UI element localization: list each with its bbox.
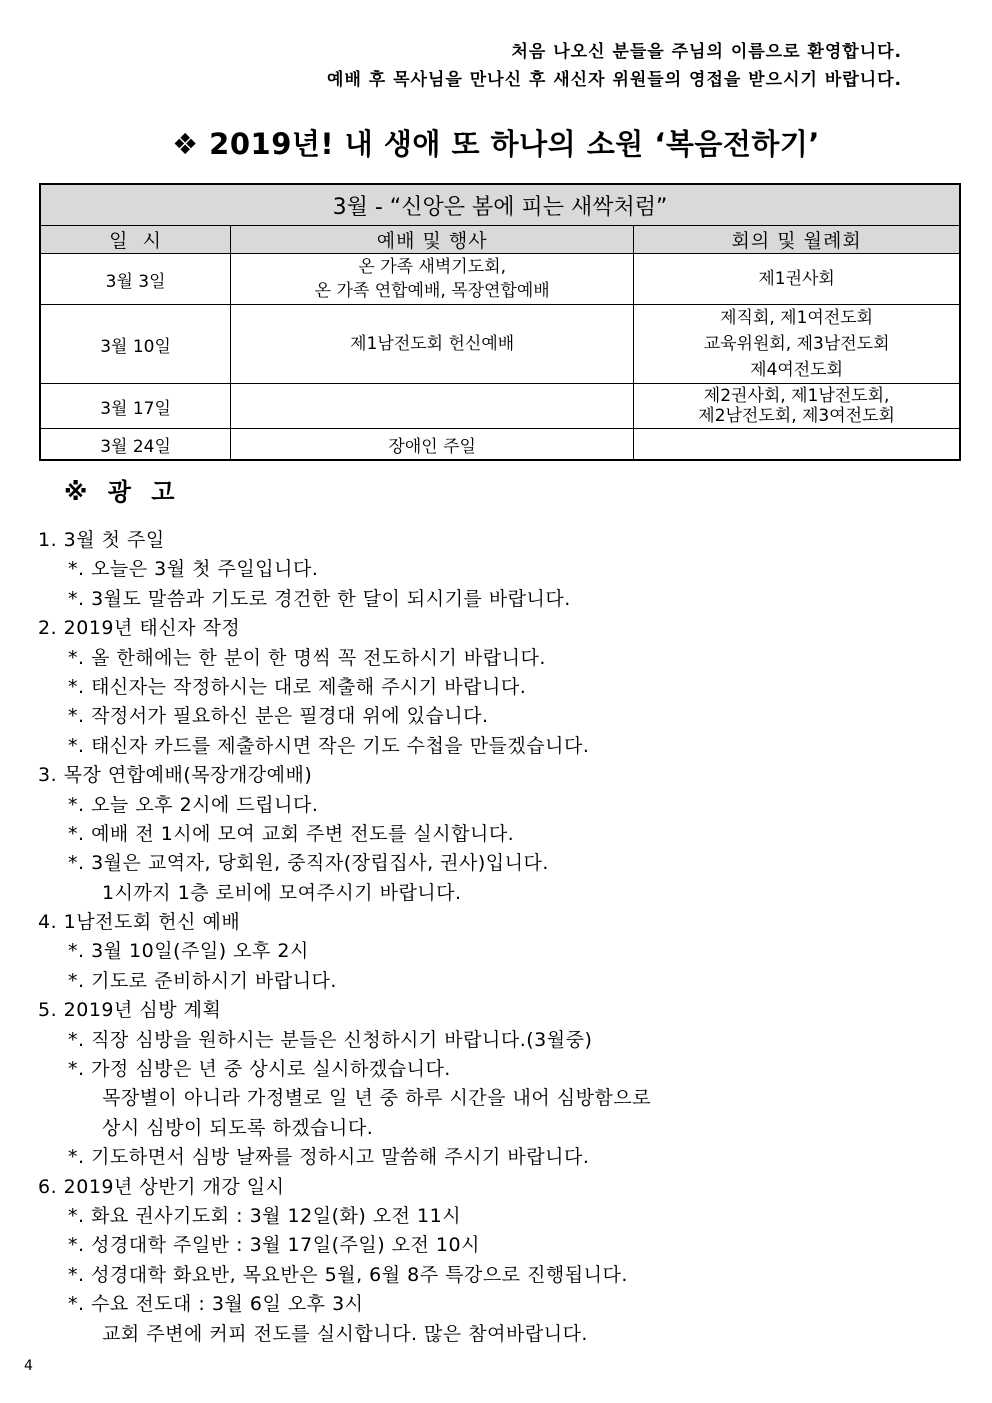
schedule-meetings bbox=[634, 384, 960, 429]
notice-title: 6. 2019년 상반기 개강 일시 bbox=[38, 1175, 285, 1198]
header-events: 예배 및 행사 bbox=[231, 226, 634, 254]
notice-item: *. 3월도 말씀과 기도로 경건한 한 달이 되시기를 바랍니다. bbox=[68, 587, 571, 610]
schedule-table bbox=[39, 183, 961, 461]
notice-item-continuation: 상시 심방이 되도록 하겠습니다. bbox=[102, 1116, 374, 1139]
schedule-theme: 3월 - “신앙은 봄에 피는 새싹처럼” bbox=[40, 184, 960, 226]
notice-item: *. 올 한해에는 한 분이 한 명씩 꼭 전도하시기 바랍니다. bbox=[68, 646, 546, 669]
notice-item: *. 기도로 준비하시기 바랍니다. bbox=[68, 969, 337, 992]
notice-item-continuation: 1시까지 1층 로비에 모여주시기 바랍니다. bbox=[102, 881, 462, 904]
notice-item: *. 작정서가 필요하신 분은 필경대 위에 있습니다. bbox=[68, 705, 489, 728]
meeting-line: 제4여전도회 bbox=[750, 360, 844, 380]
notice-item: *. 수요 전도대 : 3월 6일 오후 3시 bbox=[68, 1293, 364, 1316]
notice-title: 5. 2019년 심방 계획 bbox=[38, 999, 222, 1022]
schedule-events bbox=[231, 254, 634, 305]
notice-item-continuation: 교회 주변에 커피 전도를 실시합니다. 많은 참여바랍니다. bbox=[102, 1322, 588, 1345]
welcome-message bbox=[327, 38, 902, 94]
notice-item: *. 3월 10일(주일) 오후 2시 bbox=[68, 940, 309, 963]
notice-item-continuation: 목장별이 아니라 가정별로 일 년 중 하루 시간을 내어 심방함으로 bbox=[102, 1087, 652, 1110]
notice-title: 1. 3월 첫 주일 bbox=[38, 529, 165, 551]
notice-item: *. 예배 전 1시에 모여 교회 주변 전도를 실시합니다. bbox=[68, 822, 515, 845]
page-title: ❖ 2019년! 내 생애 또 하나의 소원 ‘복음전하기’ bbox=[172, 127, 820, 161]
schedule-events: 장애인 주일 bbox=[231, 429, 634, 461]
event-line: 제1남전도회 헌신예배 bbox=[350, 334, 515, 354]
notice-item: *. 성경대학 화요반, 목요반은 5월, 6월 8주 특강으로 진행됩니다. bbox=[68, 1263, 628, 1286]
meeting-line: 제2남전도회, 제3여전도회 bbox=[698, 406, 895, 426]
schedule-meetings bbox=[634, 305, 960, 384]
notice-item: *. 오늘은 3월 첫 주일입니다. bbox=[68, 558, 319, 581]
page-number: 4 bbox=[24, 1358, 33, 1374]
welcome-line-2: 예배 후 목사님을 만나신 후 새신자 위원들의 영접을 받으시기 바랍니다. bbox=[327, 70, 902, 90]
notice-title: 4. 1남전도회 헌신 예배 bbox=[38, 911, 241, 934]
notice-item: *. 태신자는 작정하시는 대로 제출해 주시기 바랍니다. bbox=[68, 675, 527, 698]
notice-item: *. 태신자 카드를 제출하시면 작은 기도 수첩을 만들겠습니다. bbox=[68, 734, 590, 757]
ads-heading: ※ 광 고 bbox=[64, 478, 181, 506]
meeting-line: 제2권사회, 제1남전도회, bbox=[703, 386, 890, 406]
meeting-line: 교육위원회, 제3남전도회 bbox=[703, 334, 890, 354]
header-date: 일 시 bbox=[40, 226, 231, 254]
welcome-line-1: 처음 나오신 분들을 주님의 이름으로 환영합니다. bbox=[511, 42, 902, 62]
schedule-events bbox=[231, 305, 634, 384]
event-line: 온 가족 연합예배, 목장연합예배 bbox=[314, 281, 550, 301]
notice-item: *. 직장 심방을 원하시는 분들은 신청하시기 바랍니다.(3월중) bbox=[68, 1028, 593, 1051]
notice-title: 2. 2019년 태신자 작정 bbox=[38, 617, 241, 640]
schedule-date: 3월 10일 bbox=[40, 305, 231, 384]
notice-item: *. 오늘 오후 2시에 드립니다. bbox=[68, 793, 319, 816]
notice-item: *. 성경대학 주일반 : 3월 17일(주일) 오전 10시 bbox=[68, 1234, 480, 1257]
schedule-meetings bbox=[634, 254, 960, 305]
schedule-events bbox=[231, 384, 634, 429]
notice-item: *. 가정 심방은 년 중 상시로 실시하겠습니다. bbox=[68, 1058, 451, 1081]
notice-item: *. 기도하면서 심방 날짜를 정하시고 말씀해 주시기 바랍니다. bbox=[68, 1146, 590, 1169]
header-meetings: 회의 및 월례회 bbox=[634, 226, 960, 254]
schedule-row bbox=[40, 384, 960, 429]
event-line: 온 가족 새벽기도회, bbox=[358, 257, 506, 277]
schedule-date: 3월 24일 bbox=[40, 429, 231, 461]
schedule-date: 3월 17일 bbox=[40, 384, 231, 429]
meeting-line: 제1권사회 bbox=[758, 269, 835, 289]
notice-title: 3. 목장 연합예배(목장개강예배) bbox=[38, 764, 313, 787]
schedule-meetings bbox=[634, 429, 960, 461]
schedule-row bbox=[40, 429, 960, 461]
notice-item: *. 화요 권사기도회 : 3월 12일(화) 오전 11시 bbox=[68, 1204, 462, 1227]
notices-list bbox=[38, 526, 651, 1349]
schedule-row bbox=[40, 305, 960, 384]
schedule-date: 3월 3일 bbox=[40, 254, 231, 305]
meeting-line: 제직회, 제1여전도회 bbox=[720, 308, 874, 328]
notice-item: *. 3월은 교역자, 당회원, 중직자(장립집사, 권사)입니다. bbox=[68, 852, 549, 875]
schedule-row bbox=[40, 254, 960, 305]
